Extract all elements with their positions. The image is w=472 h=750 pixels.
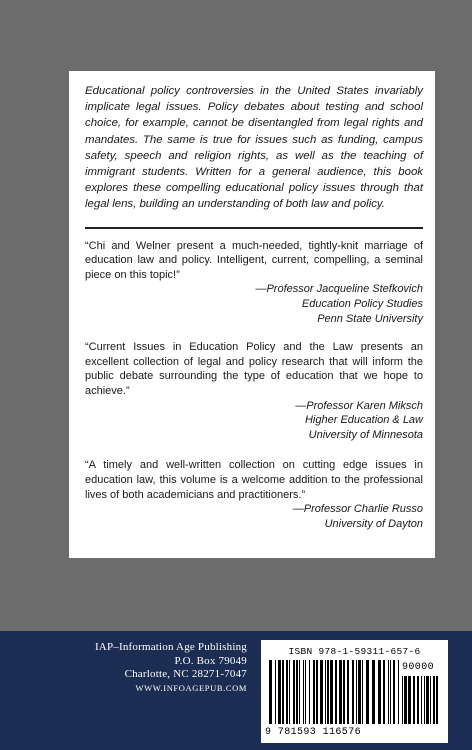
endorsement-department: Higher Education & Law (304, 414, 423, 427)
endorsement-author: —Professor Jacqueline Stefkovich (255, 283, 423, 296)
ean-barcode-bars (269, 660, 401, 726)
endorsement-quote: “Chi and Welner present a much-needed, tightly-knit marriage of education law and policy. Intelligent, current, compelling, a seminal piece on this topic!” (85, 239, 423, 281)
endorsement-quote: “Current Issues in Education Policy and the Law presents an excellent collection of legal and policy research that will inform the public debate surrounding the type of education that we hope to achieve.” (85, 341, 423, 397)
publisher-name: IAP–Information Age Publishing (94, 641, 247, 653)
addon-barcode-bars (402, 676, 442, 726)
publisher-po-box: P.O. Box 79049 (174, 654, 247, 667)
endorsement-school: University of Minnesota (308, 428, 423, 441)
publisher-info (0, 641, 247, 695)
endorsement-department: Education Policy Studies (301, 298, 423, 310)
publisher-footer-band (0, 631, 472, 750)
endorsement-school: University of Dayton (324, 517, 423, 530)
endorsement-author: —Professor Karen Miksch (295, 399, 423, 412)
divider-rule (85, 227, 423, 229)
isbn-label: ISBN 978-1-59311-657-6 (288, 646, 421, 657)
publisher-website: WWW.INFOAGEPUB.COM (135, 682, 247, 693)
publisher-city: Charlotte, NC 28271-7047 (124, 668, 247, 680)
ean-digits: 9 781593 116576 (265, 727, 362, 738)
endorsement-school: Penn State University (317, 312, 423, 325)
endorsement-quote: “A timely and well-written collection on cutting edge issues in education law, this volume is a welcome addition to the professional lives of both academicians and practitioners.” (85, 459, 423, 501)
back-cover-text-panel (69, 71, 435, 558)
isbn-barcode (261, 640, 448, 743)
addon-digits: 90000 (402, 662, 435, 673)
book-description: Educational policy controversies in the United States invariably implicate legal issues. Policy debates about testing and school choice, for example, cannot be disentangled from legal rights and mandates. The same is true for issues such as funding, campus safety, speech and religion rights, as well as the teaching of immigrant students. Written for a general audience, this book explores these compelling educational policy issues through that legal lens, building an understanding of both law and policy. (85, 85, 423, 211)
endorsement-author: —Professor Charlie Russo (292, 503, 423, 516)
